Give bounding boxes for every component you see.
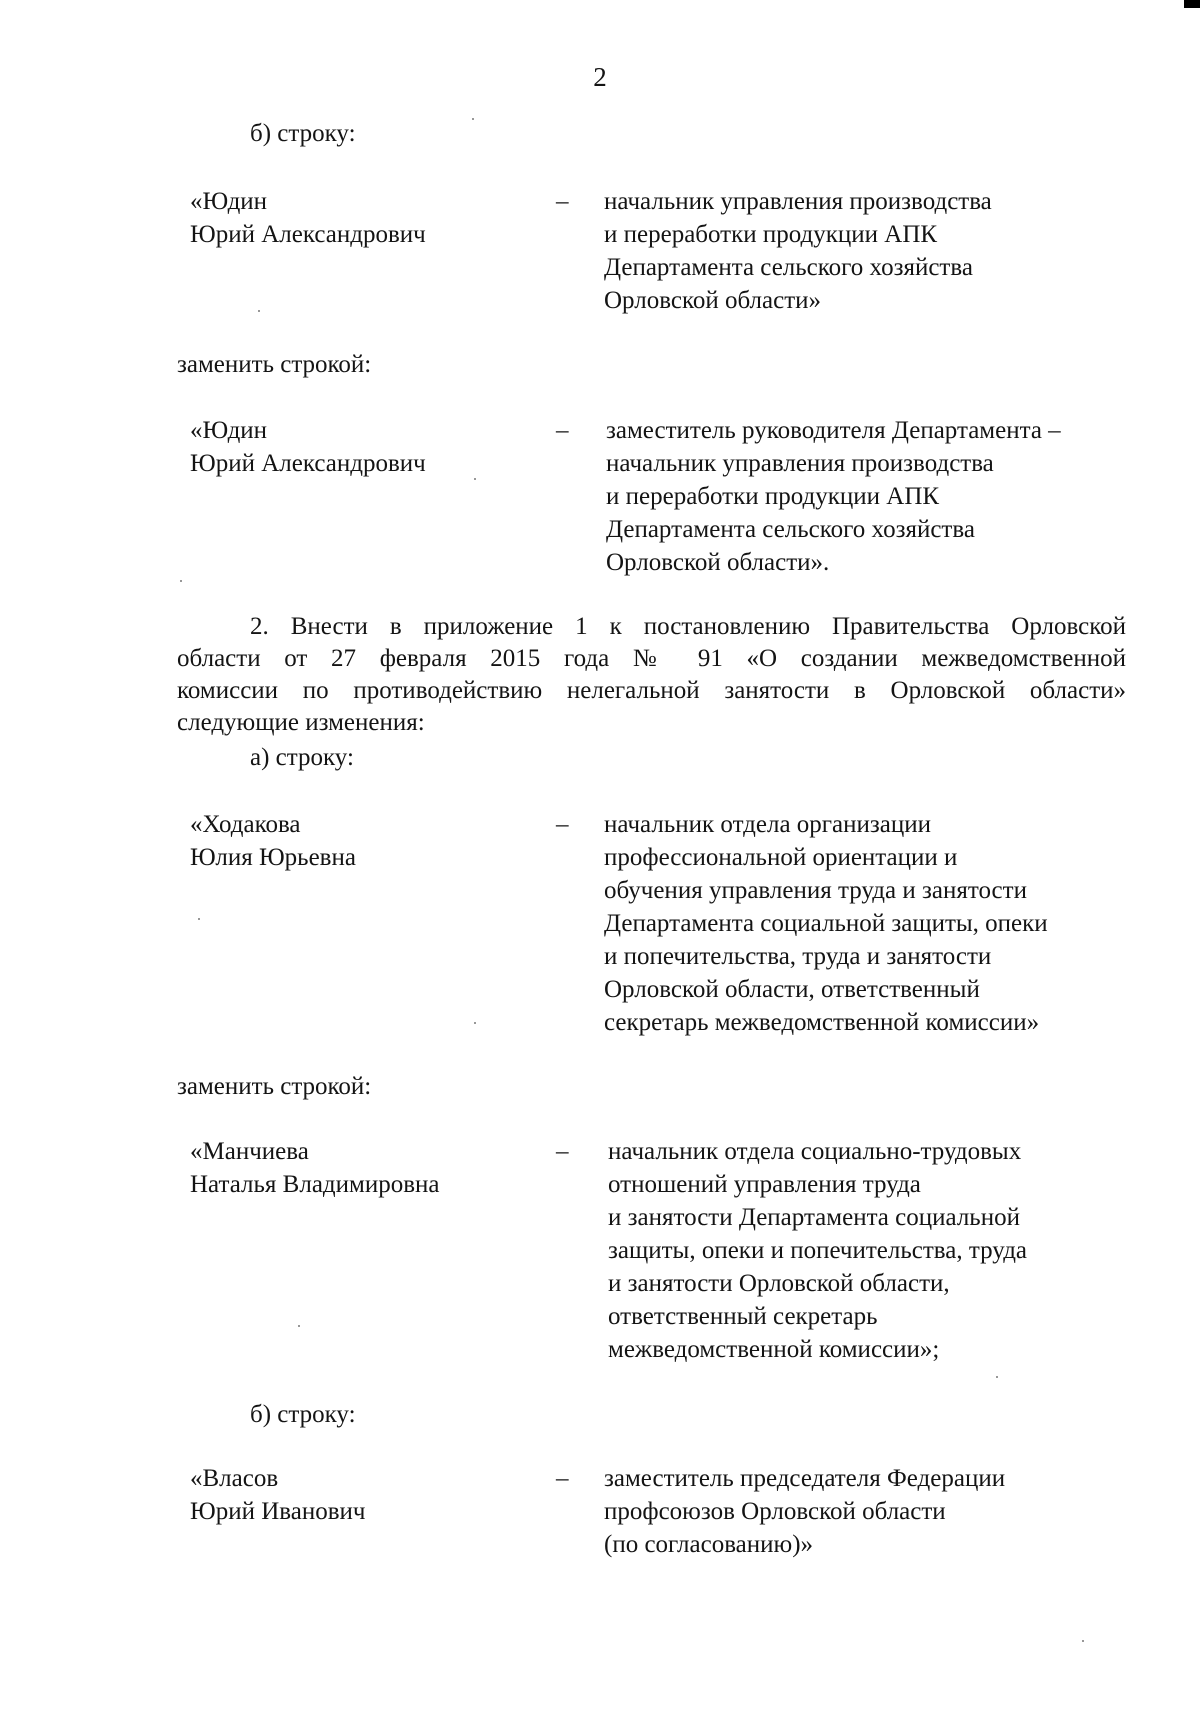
entry-position-line: начальник управления производства <box>604 188 992 215</box>
entry-position-line: и переработки продукции АПК <box>606 483 940 510</box>
entry-name-line: «Манчиева <box>190 1138 309 1165</box>
item-a-label: а) строку: <box>250 744 354 771</box>
entry-name-line: Юлия Юрьевна <box>190 844 356 871</box>
scan-speck <box>180 580 182 582</box>
entry-position-line: начальник отдела организации <box>604 811 932 838</box>
entry-name-line: «Юдин <box>190 188 268 215</box>
entry-position-line: (по согласованию)» <box>604 1531 814 1558</box>
entry-position-line: профсоюзов Орловской области <box>604 1498 946 1525</box>
entry-position-line: ответственный секретарь <box>608 1303 878 1330</box>
paragraph-line: области от 27 февраля 2015 года № 91 «О создании межведомственной <box>177 645 1126 672</box>
entry-name-line: «Ходакова <box>190 811 301 838</box>
scan-speck <box>298 1325 300 1327</box>
entry-position-line: Орловской области, ответственный <box>604 976 980 1003</box>
entry-position-line: и занятости Департамента социальной <box>608 1204 1020 1231</box>
entry-name-line: Юрий Александрович <box>190 221 426 248</box>
entry-position-line: секретарь межведомственной комиссии» <box>604 1009 1040 1036</box>
item-b-label: б) строку: <box>250 1401 356 1428</box>
entry-position-line: Орловской области» <box>604 287 822 314</box>
entry-position-line: профессиональной ориентации и <box>604 844 958 871</box>
scan-speck <box>474 1022 476 1024</box>
replace-label: заменить строкой: <box>177 1073 372 1100</box>
page-number: 2 <box>593 62 607 92</box>
entry-name-line: «Власов <box>190 1465 279 1492</box>
entry-position-line: и занятости Орловской области, <box>608 1270 950 1297</box>
entry-position-line: Департамента социальной защиты, опеки <box>604 910 1048 937</box>
item-b-label: б) строку: <box>250 120 356 147</box>
entry-dash: – <box>556 811 569 838</box>
scan-speck <box>996 1376 998 1378</box>
scan-edge-mark <box>1184 0 1200 8</box>
entry-position-line: начальник отдела социально-трудовых <box>608 1138 1022 1165</box>
entry-position-line: Департамента сельского хозяйства <box>606 516 975 543</box>
paragraph-2 <box>177 611 1126 739</box>
paragraph-line: 2. Внести в приложение 1 к постановлению Правительства Орловской <box>250 613 1126 640</box>
entry-position-line: отношений управления труда <box>608 1171 921 1198</box>
entry-dash: – <box>556 1465 569 1492</box>
entry-dash: – <box>556 188 569 215</box>
entry-position-line: начальник управления производства <box>606 450 994 477</box>
entry-position-line: заместитель председателя Федерации <box>604 1465 1006 1492</box>
replace-label: заменить строкой: <box>177 351 372 378</box>
entry-position-line: обучения управления труда и занятости <box>604 877 1027 904</box>
scan-speck <box>1082 1640 1084 1642</box>
paragraph-line: комиссии по противодействию нелегальной занятости в Орловской области» <box>177 677 1126 704</box>
entry-position-line: Департамента сельского хозяйства <box>604 254 973 281</box>
paragraph-line: следующие изменения: <box>177 709 425 736</box>
entry-name-line: «Юдин <box>190 417 268 444</box>
scan-speck <box>474 478 476 480</box>
entry-position-line: и попечительства, труда и занятости <box>604 943 992 970</box>
scan-speck <box>258 310 260 312</box>
scan-speck <box>472 118 474 120</box>
entry-position-line: и переработки продукции АПК <box>604 221 938 248</box>
entry-position-line: защиты, опеки и попечительства, труда <box>608 1237 1028 1264</box>
entry-position-line: Орловской области». <box>606 549 830 576</box>
entry-position-line: заместитель руководителя Департамента – <box>606 417 1061 444</box>
entry-dash: – <box>556 417 569 444</box>
entry-dash: – <box>556 1138 569 1165</box>
scan-speck <box>198 918 200 920</box>
entry-name-line: Юрий Иванович <box>190 1498 366 1525</box>
entry-name-line: Юрий Александрович <box>190 450 426 477</box>
entry-name-line: Наталья Владимировна <box>190 1171 440 1198</box>
entry-position-line: межведомственной комиссии»; <box>608 1336 940 1363</box>
